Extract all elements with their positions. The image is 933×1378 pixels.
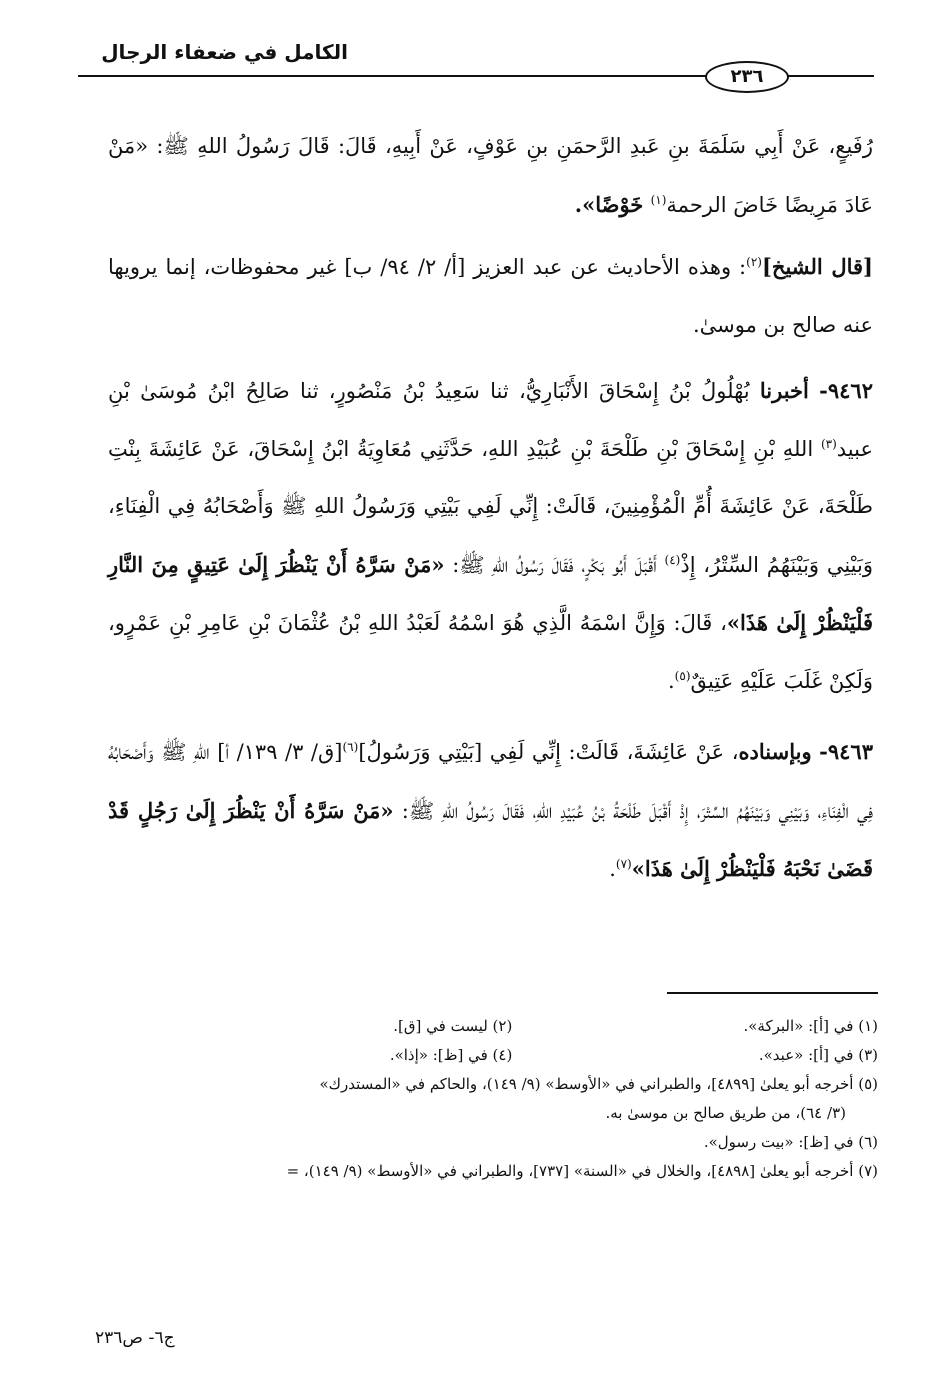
footnote-7: (٧) أخرجه أبو يعلىٰ [٤٨٩٨]، والخلال في «السنة» [٧٣٧]، والطبراني في «الأوسط» (٩/ ١٤٩)، =: [286, 1162, 878, 1180]
hadith-end: .: [609, 857, 616, 881]
hadith-text: بُهْلُولُ بْنُ إِسْحَاقَ الأَنْبَارِيُّ، ثنا سَعِيدُ بْنُ مَنْصُورٍ، ثنا صَالِحُ ابْنُ مُوسَىٰ بْنِ عبيد: [108, 379, 873, 461]
footnote-5-continued: (٣/ ٦٤)، من طريق صالح بن موسىٰ به.: [605, 1104, 846, 1122]
footnote-4: (٤) في [ظ]: «إذا».: [389, 1046, 513, 1064]
footnote-separator: [667, 992, 878, 994]
manuscript-ref: [ق/ ٣/ ١٣٩/ أ]: [217, 740, 343, 764]
hadith-text: أَقْبَلَ أَبُو بَكْرٍ، فَقَالَ رَسُولُ اللهِ ﷺ:: [444, 552, 665, 577]
hadith-quote: «مَنْ سَرَّهُ أَنْ يَنْظُرَ إِلَىٰ رَجُلٍ قَدْ قَضَىٰ نَحْبَهُ فَلْيَنْظُرْ إِلَىٰ هَذَا»: [108, 797, 873, 881]
footnote-5: (٥) أخرجه أبو يعلىٰ [٤٨٩٩]، والطبراني في «الأوسط» (٩/ ١٤٩)، والحاكم في «المستدرك»: [319, 1075, 878, 1093]
sheikh-note-text: : وهذه الأحاديث عن عبد العزيز [أ/ ٢/ ٩٤/ ب] غير محفوظات، إنما يرويها عنه صالح بن موسىٰ.: [108, 255, 873, 337]
footnote-3: (٣) في [أ]: «عبد».: [758, 1046, 878, 1064]
footnote-ref-1: (١): [650, 192, 667, 207]
paragraph-1-text: رُفَيعٍ، عَنْ أَبِي سَلَمَةَ بنِ عَبدِ الرَّحمَنِ بنِ عَوْفٍ، عَنْ أَبِيهِ، قَالَ: قَالَ رَسُولُ اللهِ ﷺ: «مَنْ عَادَ مَرِيضًا خَاضَ الرحمة: [108, 134, 873, 217]
hadith-lead: أخبرنا: [759, 378, 809, 403]
paragraph-1: [108, 118, 873, 234]
hadith-text: اللهِ ﷺ وَأَصْحَابُهُ فِي الْفِنَاءِ، وَبَيْنِي وَبَيْنَهُمُ السِّتْرَ، إِذْ أَقْبَلَ طَلْحَةُ بْنُ عُبَيْدِ اللهِ، فَقَالَ رَسُولُ اللهِ ﷺ:: [108, 740, 873, 823]
hadith-text: اللهِ بْنِ إِسْحَاقَ بْنِ طَلْحَةَ بْنِ عُبَيْدِ اللهِ، حَدَّثَنِي مُعَاوِيَةُ ابْنُ إِسْحَاقَ، عَنْ عَائِشَةَ بِنْتِ طَلْحَةَ، عَنْ عَائِشَةَ أُمِّ الْمُؤْمِنِينَ، قَالَتْ: إِنِّي لَفِي بَيْتِي وَرَسُولُ اللهِ ﷺ وَأَصْحَابُهُ فِي الْفِنَاءِ، وَبَيْنِي وَبَيْنَهُمُ السِّتْرُ، إِذْ: [108, 436, 873, 577]
volume-page-signature: ج٦- ص٢٣٦: [95, 1328, 175, 1348]
footnote-6: (٦) في [ظ]: «بيت رسول».: [703, 1133, 878, 1151]
hadith-9463: [108, 723, 873, 899]
sheikh-label: [قال الشيخ]: [761, 254, 873, 279]
footnotes: [100, 1012, 878, 1186]
hadith-lead: وبإسناده: [738, 739, 812, 764]
footnote-ref-4: (٤): [664, 552, 681, 567]
running-title: الكامل في ضعفاء الرجال: [101, 40, 348, 64]
footnote-ref-7: (٧): [615, 857, 632, 871]
footnote-ref-3: (٣): [820, 436, 837, 451]
footnote-ref-5: (٥): [674, 668, 691, 683]
footnote-ref-2: (٢): [746, 255, 762, 269]
footnote-2: (٢) ليست في [ق].: [393, 1017, 513, 1035]
hadith-end: .: [667, 668, 675, 693]
paragraph-1-end: خَوْضًا».: [574, 191, 651, 217]
hadith-9462: [108, 362, 873, 710]
hadith-number: ٩٤٦٣-: [819, 739, 873, 764]
hadith-quote: «مَنْ سَرَّهُ أَنْ يَنْظُرَ إِلَىٰ عَتِيقٍ مِنَ النَّارِ فَلْيَنْظُرْ إِلَىٰ هَذَا»: [108, 551, 873, 635]
footnote-row: [100, 1012, 878, 1041]
footnote-row: [100, 1041, 878, 1070]
hadith-text: ، قَالَ: وَإِنَّ اسْمَهُ الَّذِي هُوَ اسْمُهُ لَعَبْدُ اللهِ بْنُ عُثْمَانَ بْنِ عَامِرِ بْنِ عَمْرٍو، وَلَكِنْ غَلَبَ عَلَيْهِ عَتِيقٌ: [108, 611, 873, 693]
page-number-badge: ٢٣٦: [705, 61, 789, 93]
paragraph-sheikh-note: [108, 238, 873, 354]
footnote-1: (١) في [أ]: «البركة».: [743, 1017, 878, 1035]
footnote-ref-6: (٦): [342, 740, 359, 754]
hadith-number: ٩٤٦٢-: [819, 378, 873, 403]
main-text: [108, 118, 873, 912]
hadith-text: ، عَنْ عَائِشَةَ، قَالَتْ: إِنِّي لَفِي [بَيْتِي وَرَسُولُ]: [358, 740, 739, 764]
